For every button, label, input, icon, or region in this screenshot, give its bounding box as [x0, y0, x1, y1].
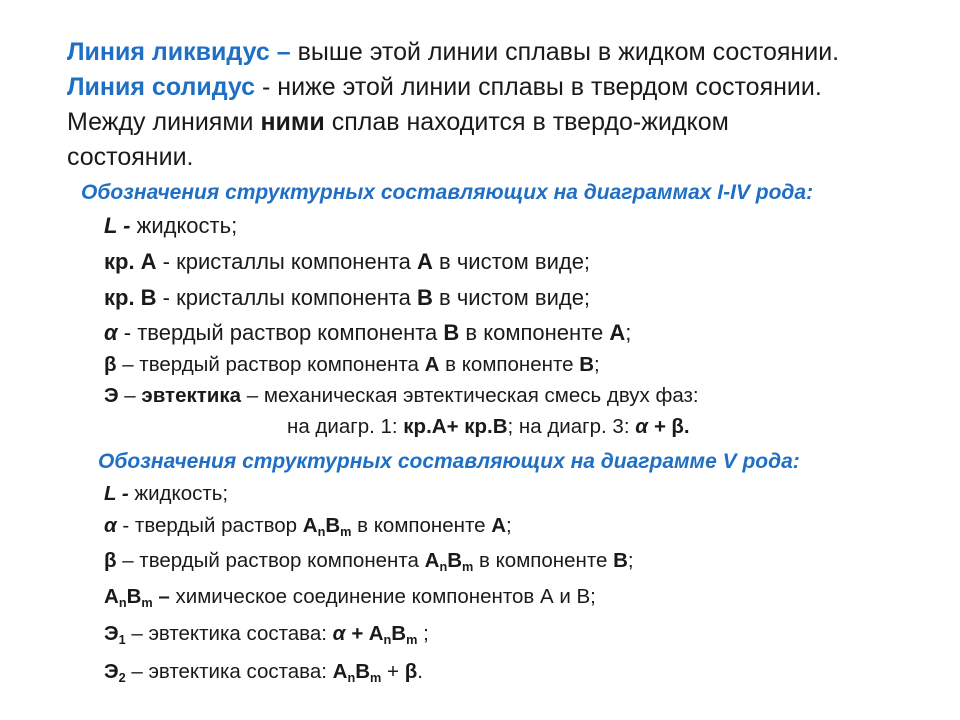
- compound-formula: $А_nВ_m$: [302, 514, 352, 539]
- compound-formula: $А_nВ_m$: [368, 622, 418, 647]
- compound-formula: $А_nВ_m$: [424, 549, 474, 574]
- s1-eutectic-detail: на диагр. 1: кр.А+ кр.В; на диагр. 3: α + β.: [287, 415, 690, 438]
- s2-item-liquid: L - жидкость;: [104, 482, 229, 505]
- s1-item-cr-b: кр. В - кристаллы компонента В в чистом виде;: [104, 285, 591, 310]
- s2-item-alpha: α - твердый раствор $А_nВ_m$ в компоненте А;: [104, 514, 512, 539]
- compound-formula: $А_nВ_m$: [104, 585, 153, 610]
- section2-heading: Обозначения структурных составляющих на диаграмме V рода:: [98, 450, 800, 473]
- s1-item-alpha: α - твердый раствор компонента В в компоненте А;: [104, 320, 632, 345]
- s1-item-eutectic: Э – эвтектика – механическая эвтектическая смесь двух фаз:: [104, 384, 699, 407]
- between-lines-text: Между линиями ними сплав находится в твердо-жидком: [67, 108, 729, 136]
- liquidus-line: [67, 38, 839, 67]
- liquidus-term: Линия ликвидус –: [67, 38, 291, 66]
- s2-item-e1: $Э_1$ – эвтектика состава: $\alpha + А_nВ_m$ ;: [104, 622, 429, 647]
- s2-item-compound: $А_nВ_m$ – химическое соединение компонентов А и В;: [104, 585, 596, 610]
- solidus-line: [67, 73, 822, 102]
- s2-item-e2: $Э_2$ – эвтектика состава: $А_nВ_m + \beta$.: [104, 660, 423, 685]
- liquidus-text: выше этой линии сплавы в жидком состоянии.: [290, 38, 840, 66]
- s1-item-cr-a: кр. А - кристаллы компонента А в чистом виде;: [104, 249, 591, 274]
- s2-item-beta: β – твердый раствор компонента $А_nВ_m$ в компоненте В;: [104, 549, 634, 574]
- s1-item-liquid: L - жидкость;: [104, 213, 238, 238]
- compound-formula: $А_nВ_m$: [332, 660, 382, 685]
- between-lines-text-cont: состоянии.: [67, 143, 194, 171]
- solidus-text: - ниже этой линии сплавы в твердом состоянии.: [255, 73, 822, 101]
- section1-heading: Обозначения структурных составляющих на диаграммах I-IV рода:: [81, 181, 814, 204]
- solidus-term: Линия солидус: [67, 73, 256, 101]
- s1-item-beta: β – твердый раствор компонента А в компоненте В;: [104, 353, 600, 376]
